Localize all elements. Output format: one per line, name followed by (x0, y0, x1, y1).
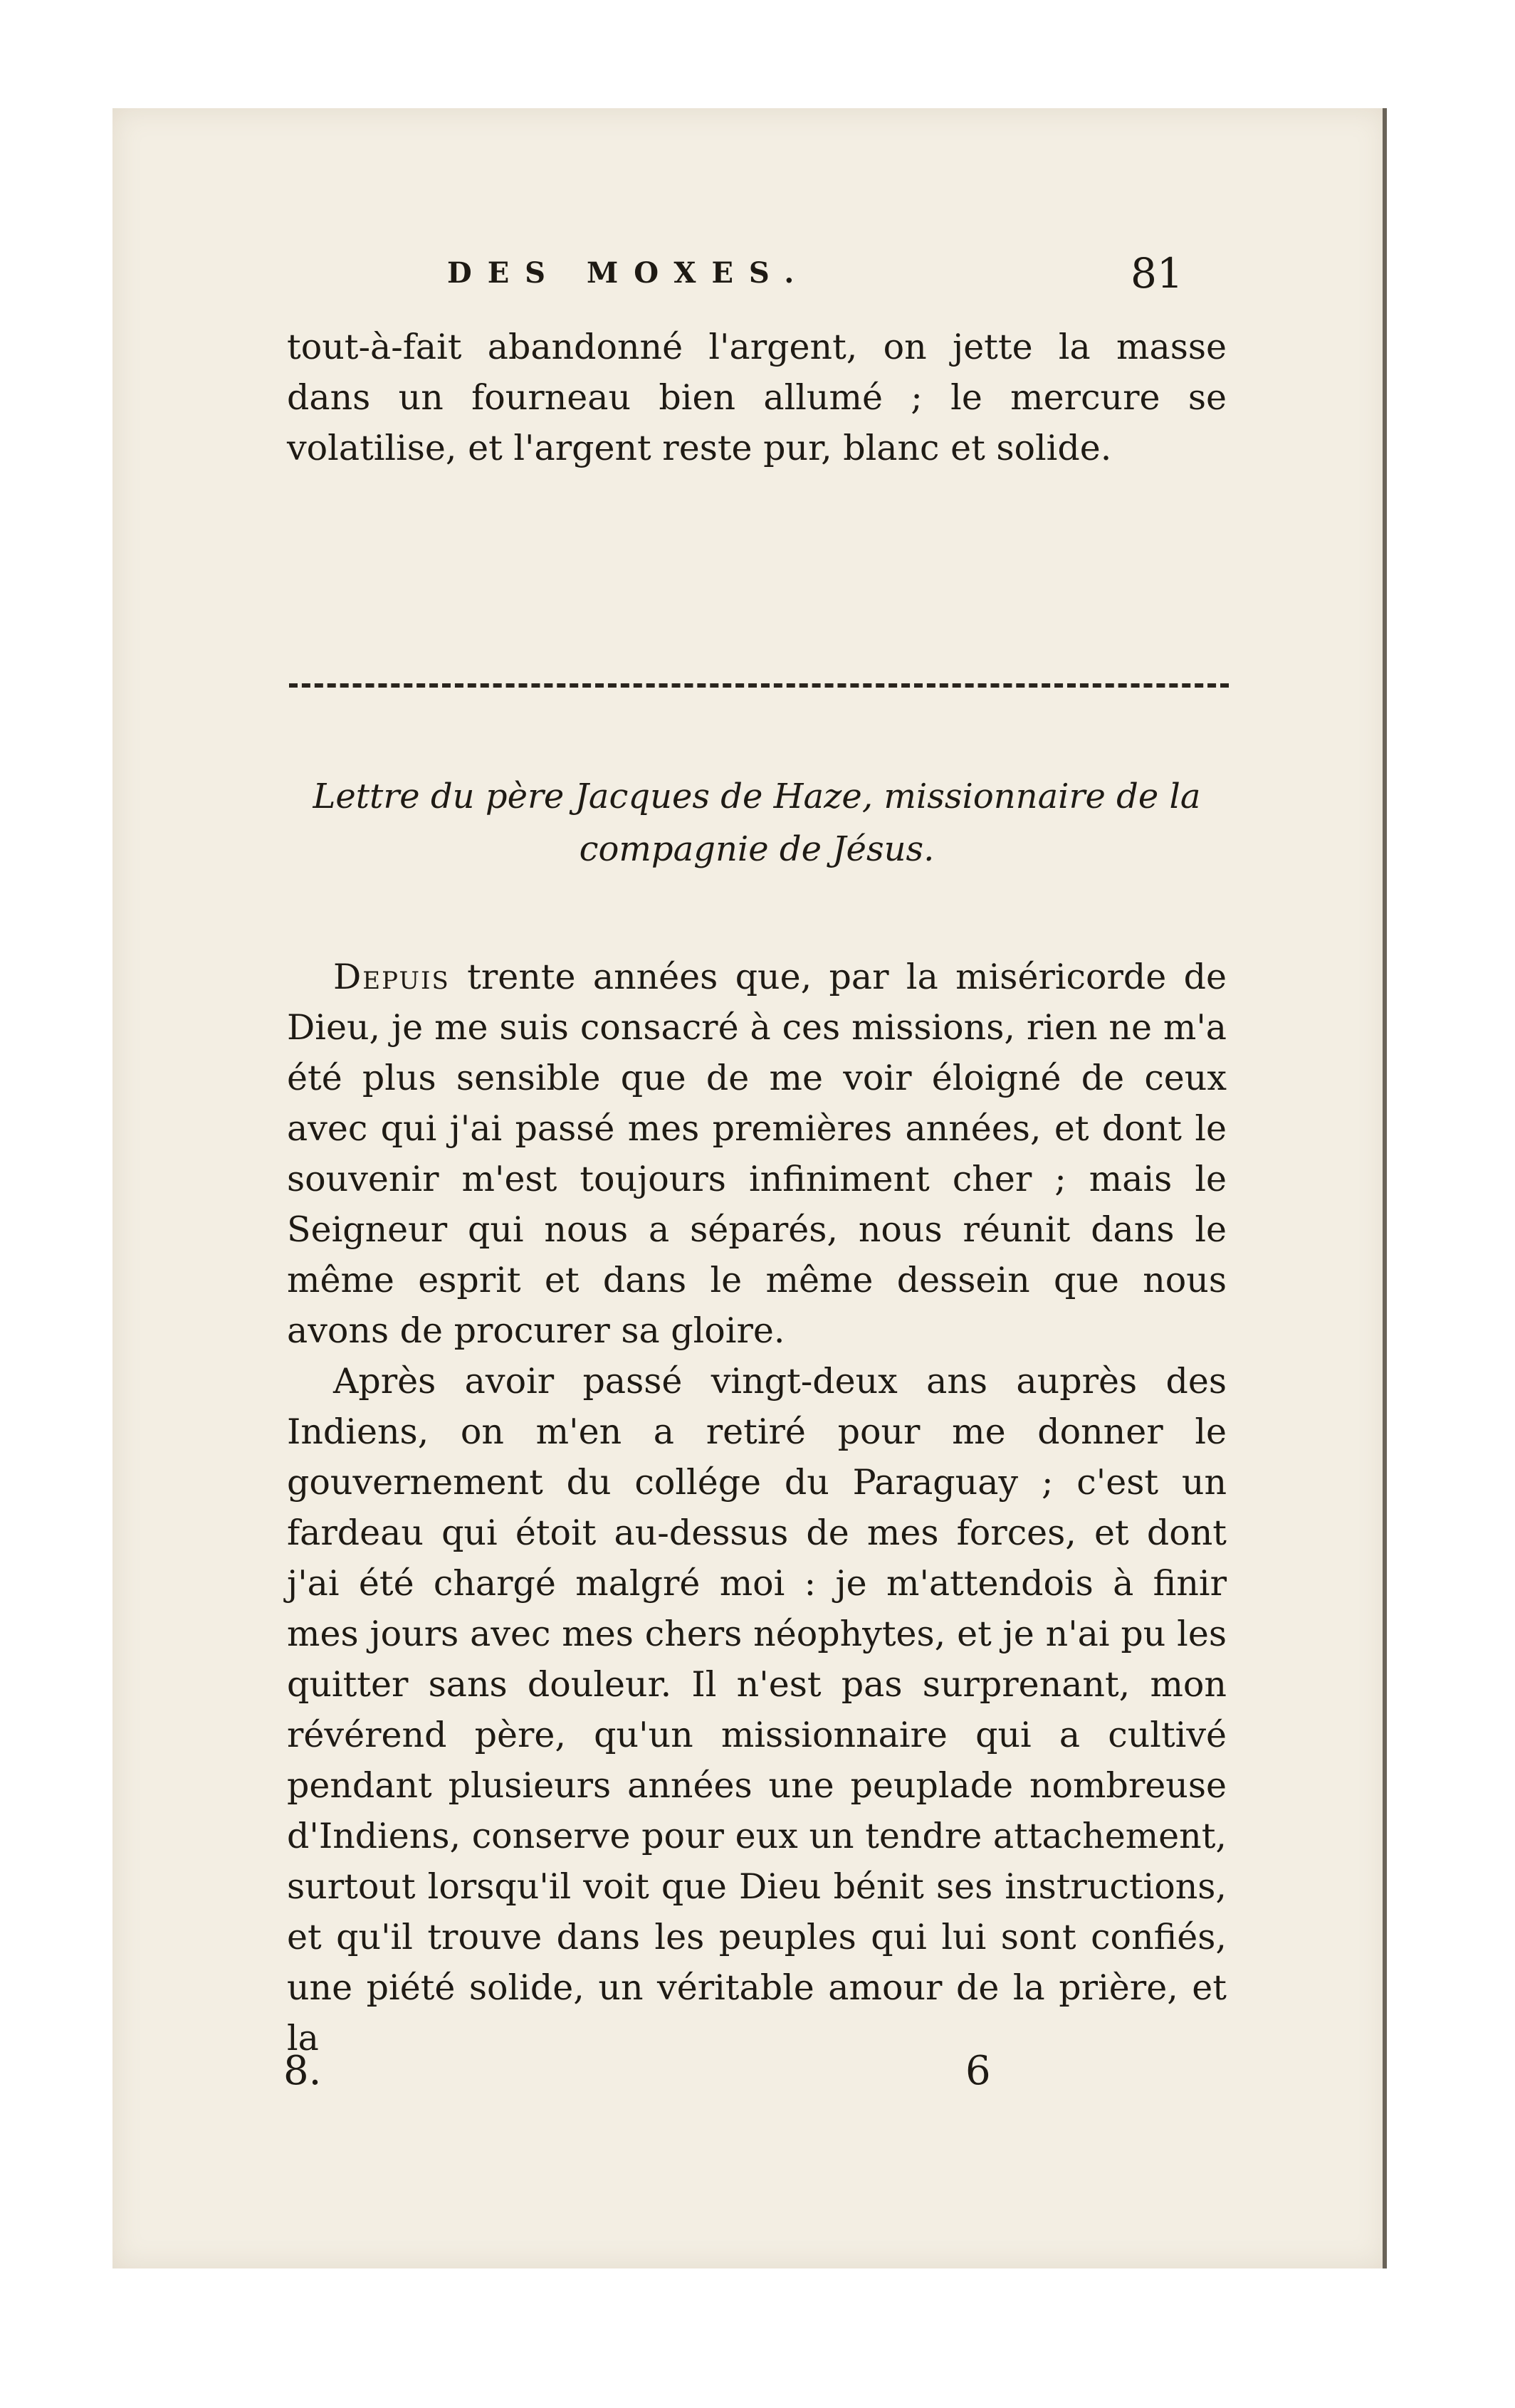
running-title: DES MOXES. (447, 256, 810, 290)
signature-mark: 8. (283, 2048, 322, 2094)
continuation-paragraph: tout-à-fait abandonné l'argent, on jette la masse dans un fourneau bien allumé ; le mercure se volatilise, et l'argent reste pur, blanc et solide. (287, 327, 1227, 468)
letter-body (287, 952, 1227, 2063)
page-footer (112, 2048, 1387, 2105)
book-page (112, 108, 1387, 2268)
sheet-number: 6 (965, 2048, 991, 2094)
letter-heading: Lettre du père Jacques de Haze, missionnaire de la compagnie de Jésus. (313, 777, 1201, 869)
paragraph-1-text: trente années que, par la miséricorde de Dieu, je me suis consacré à ces missions, rien ne m'a été plus sensible que de me voir éloigné de ceux avec qui j'ai passé mes premières années, et dont le souvenir m'est toujours infiniment cher ; mais le Seigneur qui nous a séparés, nous réunit dans le même esprit et dans le même dessein que nous avons de procurer sa gloire. (287, 957, 1227, 1351)
page-number: 81 (1131, 249, 1183, 298)
paragraph-2: Après avoir passé vingt-deux ans auprès des Indiens, on m'en a retiré pour me donner le gouvernement du collége du Paraguay ; c'est un fardeau qui étoit au-dessus de mes forces, et dont j'ai été chargé malgré moi : je m'attendois à finir mes jours avec mes chers néophytes, et je n'ai pu les quitter sans douleur. Il n'est pas surprenant, mon révérend père, qu'un missionnaire qui a cultivé pendant plusieurs années une peuplade nombreuse d'Indiens, conserve pour eux un tendre attachement, surtout lorsqu'il voit que Dieu bénit ses instructions, et qu'il trouve dans les peuples qui lui sont confiés, une piété solide, un véritable amour de la prière, et la (287, 1361, 1227, 2059)
paragraph-1 (287, 952, 1227, 1356)
running-header (112, 249, 1387, 306)
section-divider (289, 683, 1229, 688)
continuation-text (287, 322, 1227, 473)
opening-word: Depuis (333, 957, 450, 997)
page-edge (1383, 108, 1387, 2268)
